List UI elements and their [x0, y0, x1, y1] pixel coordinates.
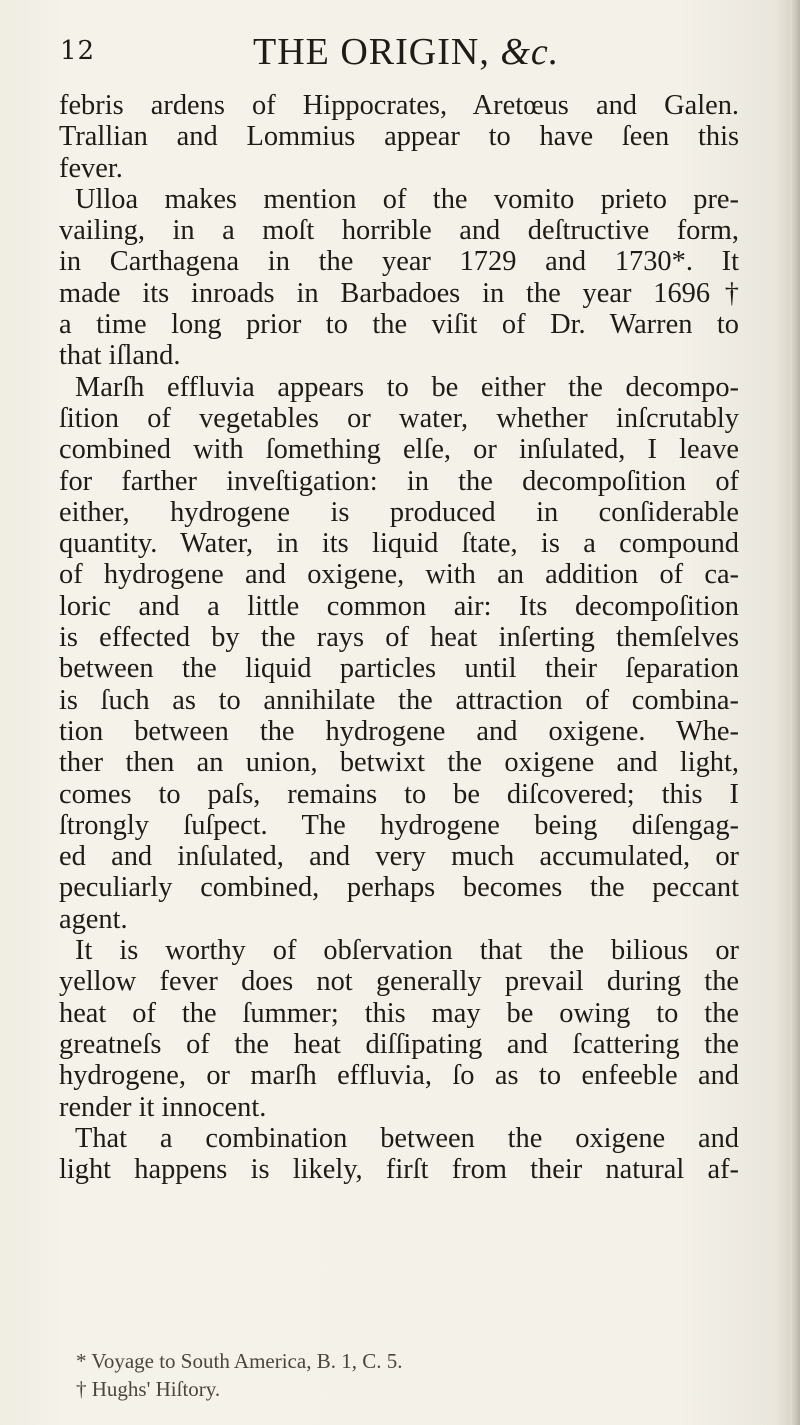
text-line: made its inroads in Barbadoes in the year 1696† — [59, 277, 739, 309]
text-line: is ſuch as to annihilate the attraction of combina- — [59, 684, 739, 716]
text-line: tion between the hydrogene and oxigene. Whe- — [59, 715, 739, 747]
footnotes — [76, 1347, 676, 1403]
body-text — [59, 90, 739, 1185]
text-line: of hydrogene and oxigene, with an addition of ca- — [59, 559, 739, 591]
text-line: agent. — [59, 903, 128, 935]
text-line: combined with ſomething elſe, or inſulated, I leave — [59, 434, 739, 466]
text-line: in Carthagena in the year 1729 and 1730*. It — [59, 246, 739, 278]
text-line: either, hydrogene is produced in conſiderable — [59, 496, 739, 528]
text-line: between the liquid particles until their ſeparation — [59, 653, 739, 685]
text-line: It is worthy of obſervation that the bilious or — [75, 935, 739, 967]
footnote: * Voyage to South America, B. 1, C. 5. — [76, 1349, 403, 1373]
text-line: ed and inſulated, and very much accumulated, or — [59, 841, 739, 873]
text-line: for farther inveſtigation: in the decompoſition of — [59, 465, 739, 497]
footnote: † Hughs' Hiſtory. — [76, 1377, 221, 1401]
text-line: light happens is likely, firſt from their natural af- — [59, 1154, 739, 1186]
text-line: febris ardens of Hippocrates, Aretœus and Galen. — [59, 90, 739, 121]
text-line: Ulloa makes mention of the vomito prieto pre- — [75, 183, 739, 215]
page-header — [60, 30, 760, 80]
text-line: ſtrongly ſuſpect. The hydrogene being diſengag- — [59, 809, 739, 841]
running-title-text: THE ORIGIN, — [253, 31, 490, 73]
text-line: is effected by the rays of heat inſerting themſelves — [59, 622, 739, 654]
text-line: yellow fever does not generally prevail during the — [59, 966, 739, 998]
page-edge — [790, 0, 800, 1425]
running-title — [253, 30, 559, 74]
text-line: vailing, in a moſt horrible and deſtructive form, — [59, 215, 739, 247]
text-line: quantity. Water, in its liquid ſtate, is a compound — [59, 528, 739, 560]
text-line: loric and a little common air: Its decompoſition — [59, 590, 739, 622]
text-line: ther then an union, betwixt the oxigene and light, — [59, 747, 739, 779]
text-line: a time long prior to the viſit of Dr. Warren to — [59, 309, 739, 341]
text-line: comes to paſs, remains to be diſcovered; this I — [59, 778, 739, 810]
text-line: ſition of vegetables or water, whether inſcrutably — [59, 402, 739, 434]
text-line: that iſland. — [59, 340, 181, 372]
text-line: Trallian and Lommius appear to have ſeen this — [59, 121, 739, 153]
text-line: render it innocent. — [59, 1091, 267, 1123]
text-line: peculiarly combined, perhaps becomes the peccant — [59, 872, 739, 904]
text-line: greatneſs of the heat diſſipating and ſcattering the — [59, 1028, 739, 1060]
text-line: That a combination between the oxigene and — [75, 1122, 739, 1154]
text-line: heat of the ſummer; this may be owing to the — [59, 997, 739, 1029]
page-number: 12 — [60, 36, 96, 66]
text-line: hydrogene, or marſh effluvia, ſo as to enfeeble and — [59, 1060, 739, 1092]
running-title-suffix: &c. — [500, 31, 560, 73]
text-line: Marſh effluvia appears to be either the decompo- — [75, 371, 739, 403]
text-line: fever. — [59, 152, 123, 184]
